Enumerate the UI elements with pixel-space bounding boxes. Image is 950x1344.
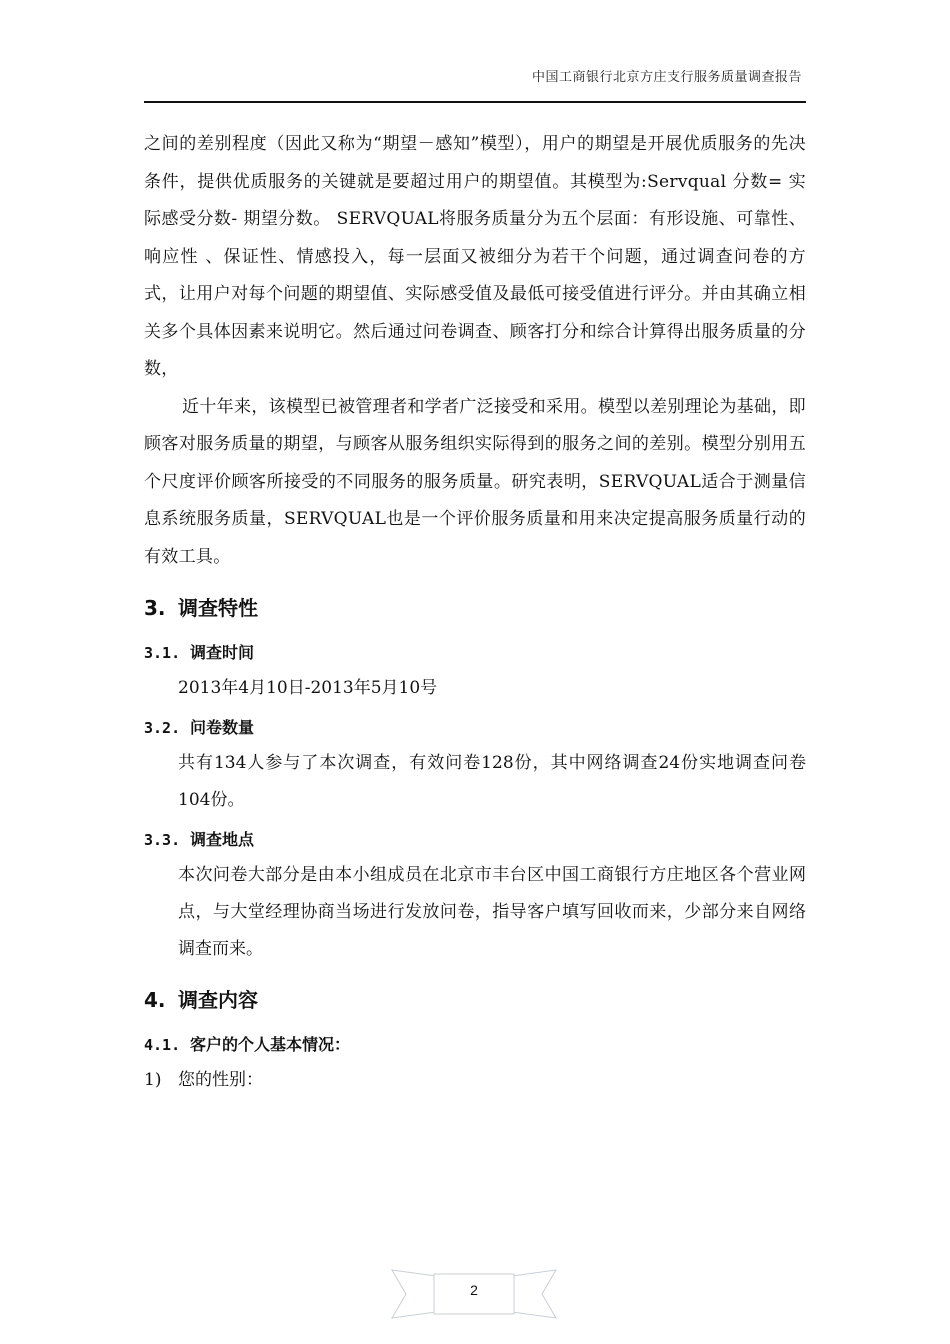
subsection-heading-3-1 bbox=[144, 636, 806, 670]
page-content bbox=[144, 126, 806, 1098]
running-header: 中国工商银行北京方庄支行服务质量调查报告 bbox=[531, 70, 802, 85]
page-number: 2 bbox=[470, 1282, 478, 1298]
subsection-heading-3-2 bbox=[144, 711, 806, 745]
section-number: 3. bbox=[144, 596, 166, 620]
survey-location-text: 本次问卷大部分是由本小组成员在北京市丰台区中国工商银行方庄地区各个营业网点，与大堂经理协商当场进行发放问卷，指导客户填写回收而来，少部分来自网络调查而来。 bbox=[178, 865, 806, 959]
subsection-title: 调查时间 bbox=[190, 643, 255, 662]
section-number: 4. bbox=[144, 988, 166, 1012]
paragraph-servqual-model: 之间的差别程度（因此又称为“期望－感知”模型），用户的期望是开展优质服务的先决条件，提供优质服务的关键就是要超过用户的期望值。其模型为:Servqual 分数= 实际感受分数- 期望分数。 SERVQUAL将服务质量分为五个层面：有形设施、可靠性、响应性 、保证性、情感投入，每一层面又被细分为若干个问题，通过调查问卷的方式，让用户对每个问题的期望值、实际感受值及最低可接受值进行评分。并由其确立相关多个具体因素来说明它。然后通过问卷调查、顾客打分和综合计算得出服务质量的分数， bbox=[144, 134, 806, 379]
section-heading-4 bbox=[144, 980, 806, 1020]
subsection-number: 3.1. bbox=[144, 644, 181, 662]
subsection-heading-3-3 bbox=[144, 823, 806, 857]
page-footer-ribbon bbox=[390, 1262, 558, 1322]
subsection-number: 4.1. bbox=[144, 1036, 181, 1054]
section-title: 调查内容 bbox=[178, 988, 258, 1012]
questionnaire-count-text: 共有134人参与了本次调查，有效问卷128份，其中网络调查24份实地调查问卷104份。 bbox=[178, 753, 806, 810]
header-rule bbox=[144, 101, 806, 103]
subsection-heading-4-1 bbox=[144, 1028, 806, 1062]
list-item bbox=[144, 1062, 806, 1098]
section-title: 调查特性 bbox=[178, 596, 258, 620]
subsection-title: 调查地点 bbox=[190, 830, 255, 849]
paragraph-servqual-adoption: 近十年来，该模型已被管理者和学者广泛接受和采用。模型以差别理论为基础，即顾客对服务质量的期望，与顾客从服务组织实际得到的服务之间的差别。模型分别用五个尺度评价顾客所接受的不同服务的服务质量。研究表明，SERVQUAL适合于测量信息系统服务质量，SERVQUAL也是一个评价服务质量和用来决定提高服务质量行动的有效工具。 bbox=[144, 396, 806, 567]
survey-time-text: 2013年4月10日-2013年5月10号 bbox=[178, 678, 438, 698]
section-heading-3 bbox=[144, 588, 806, 628]
subsection-number: 3.2. bbox=[144, 719, 181, 737]
list-text: 您的性别： bbox=[178, 1070, 263, 1090]
subsection-title: 客户的个人基本情况： bbox=[190, 1035, 351, 1054]
list-number: 1) bbox=[144, 1070, 162, 1090]
subsection-title: 问卷数量 bbox=[190, 718, 255, 737]
subsection-number: 3.3. bbox=[144, 831, 181, 849]
